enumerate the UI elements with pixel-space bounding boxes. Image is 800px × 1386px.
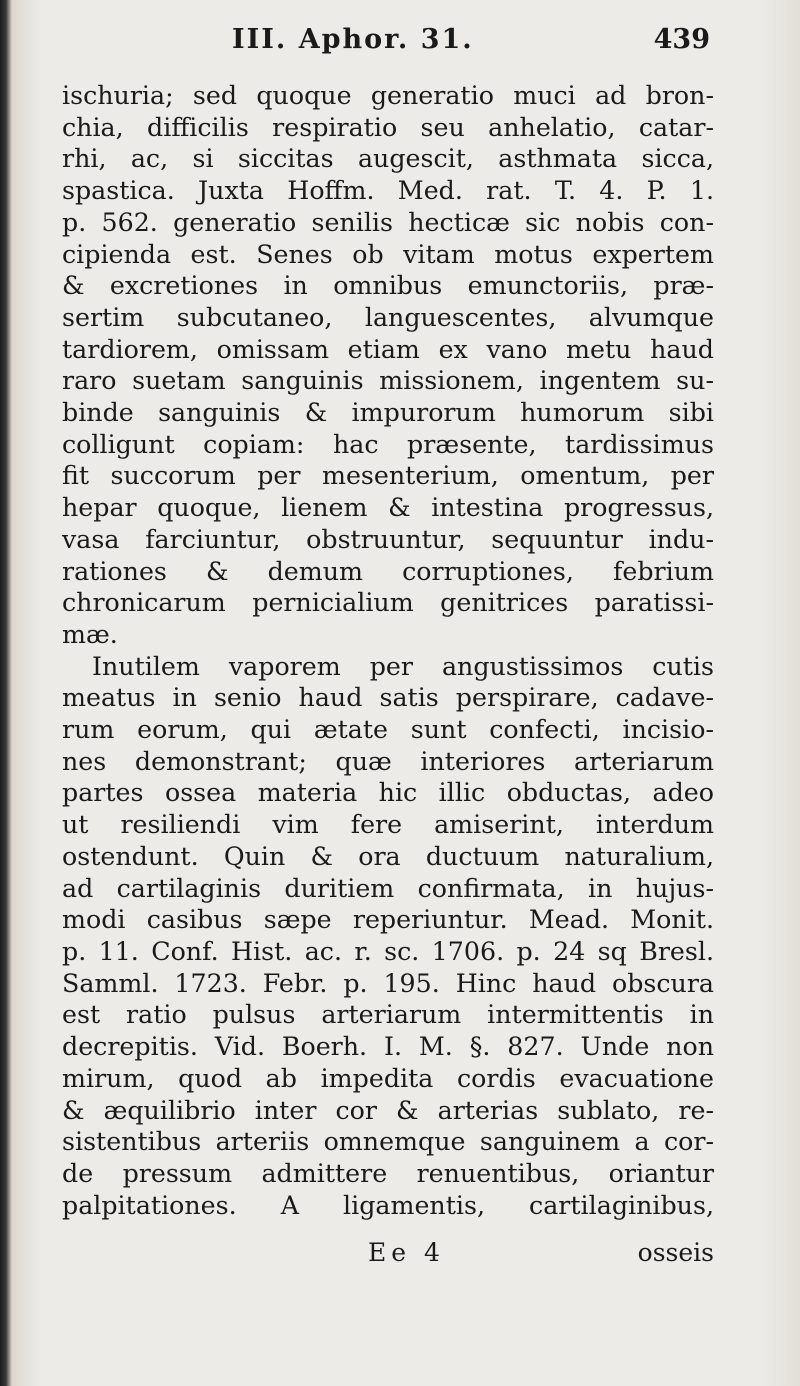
- text-line: tardiorem, omissam etiam ex vano metu haud: [62, 334, 714, 364]
- page-header: [0, 24, 800, 64]
- text-line: hepar quoque, lienem & intestina progressus,: [62, 493, 714, 523]
- text-line: raro suetam sanguinis missionem, ingentem su-: [62, 366, 714, 396]
- text-line: decrepitis. Vid. Boerh. I. M. §. 827. Unde non: [62, 1032, 714, 1062]
- text-line: spastica. Juxta Hoffm. Med. rat. T. 4. P. 1.: [62, 176, 714, 206]
- text-line: ischuria; sed quoque generatio muci ad bron-: [62, 81, 714, 110]
- text-line: & æquilibrio inter cor & arterias sublato, re-: [62, 1095, 714, 1125]
- text-line: vasa farciuntur, obstruuntur, sequuntur indu-: [62, 524, 714, 554]
- text-line: sertim subcutaneo, languescentes, alvumque: [62, 302, 714, 332]
- text-line: rum eorum, qui ætate sunt confecti, incisio-: [62, 715, 714, 745]
- page-number: 439: [653, 24, 710, 55]
- running-head: III. Aphor. 31.: [232, 24, 474, 55]
- text-line: est ratio pulsus arteriarum intermittentis in: [62, 1000, 714, 1030]
- text-line: partes ossea materia hic illic obductas, adeo: [62, 778, 714, 808]
- text-line: ad cartilaginis duritiem confirmata, in hujus-: [62, 873, 714, 903]
- text-line: Samml. 1723. Febr. p. 195. Hinc haud obscura: [62, 968, 714, 998]
- text-line: nes demonstrant; quæ interiores arteriarum: [62, 746, 714, 776]
- text-line: chia, difficilis respiratio seu anhelatio, catar-: [62, 112, 714, 142]
- body-text: [62, 80, 714, 1221]
- text-line: mæ.: [62, 619, 118, 649]
- text-line: p. 562. generatio senilis hecticæ sic nobis con-: [62, 207, 714, 237]
- text-line: fit succorum per mesenterium, omentum, per: [62, 461, 714, 491]
- text-line: binde sanguinis & impurorum humorum sibi: [62, 398, 714, 428]
- text-line: rationes & demum corruptiones, febrium: [62, 556, 714, 586]
- text-line: ut resiliendi vim fere amiserint, interdum: [62, 810, 714, 840]
- paragraph-2: [62, 651, 714, 1222]
- text-line: rhi, ac, si siccitas augescit, asthmata sicca,: [62, 144, 714, 174]
- text-line: de pressum admittere renuentibus, oriantur: [62, 1158, 714, 1188]
- text-line: Inutilem vaporem per angustissimos cutis: [92, 651, 714, 681]
- text-line: cipienda est. Senes ob vitam motus expertem: [62, 239, 714, 269]
- text-line: ostendunt. Quin & ora ductuum naturalium,: [62, 841, 714, 871]
- page-footer: [0, 1238, 800, 1274]
- catchword: osseis: [637, 1238, 714, 1267]
- signature-mark: Ee 4: [368, 1238, 445, 1267]
- text-line: sistentibus arteriis omnemque sanguinem a cor-: [62, 1127, 714, 1157]
- text-line: p. 11. Conf. Hist. ac. r. sc. 1706. p. 24 sq Bresl.: [62, 936, 714, 966]
- paragraph-1: [62, 80, 714, 651]
- text-line: chronicarum pernicialium genitrices paratissi-: [62, 588, 714, 618]
- text-line: colligunt copiam: hac præsente, tardissimus: [62, 429, 714, 459]
- text-line: mirum, quod ab impedita cordis evacuatione: [62, 1063, 714, 1093]
- text-line: meatus in senio haud satis perspirare, cadave-: [62, 683, 714, 713]
- text-line: palpitationes. A ligamentis, cartilaginibus,: [62, 1190, 714, 1220]
- text-line: & excretiones in omnibus emunctoriis, præ-: [62, 271, 714, 301]
- text-line: modi casibus sæpe reperiuntur. Mead. Monit.: [62, 905, 714, 935]
